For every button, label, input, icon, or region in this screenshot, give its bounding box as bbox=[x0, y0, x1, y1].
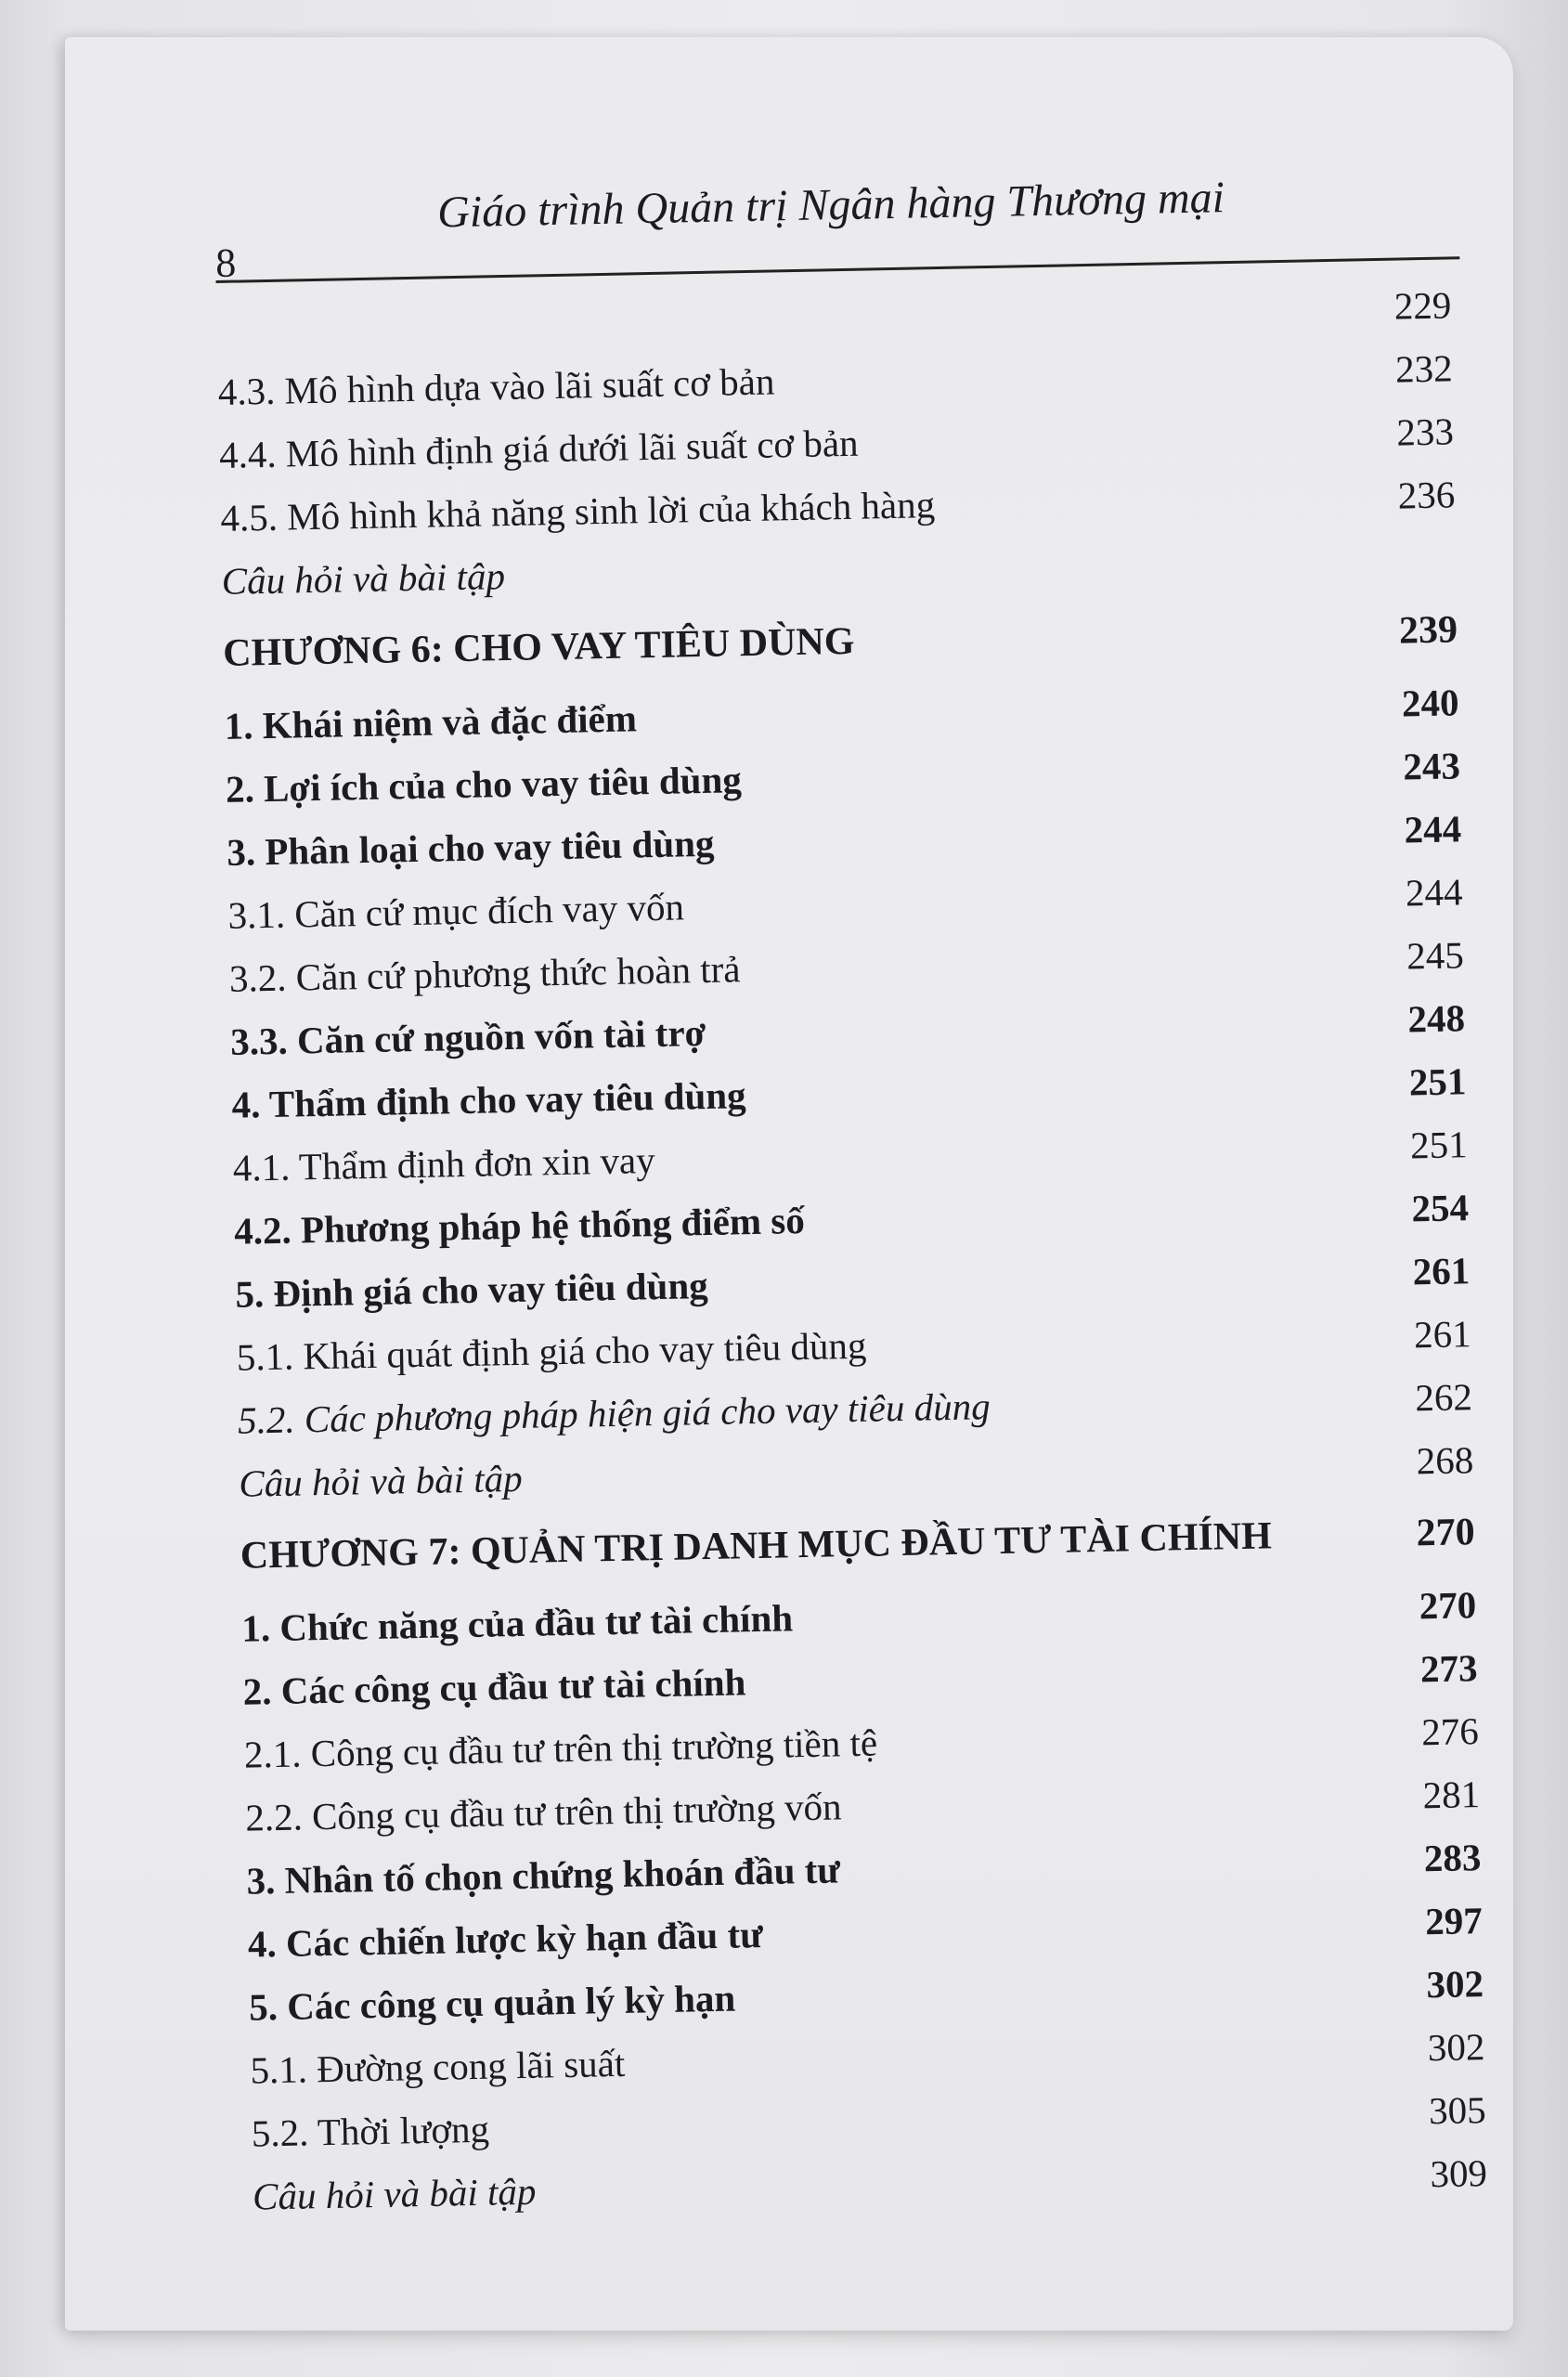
toc-entry-page: 254 bbox=[1411, 1186, 1470, 1230]
toc-entry-title: 5. Định giá cho vay tiêu dùng bbox=[235, 1264, 709, 1316]
toc-entry-page: 245 bbox=[1406, 933, 1465, 978]
toc-entry-title: 2.2. Công cụ đầu tư trên thị trường vốn bbox=[244, 1785, 842, 1839]
toc-entry-title: 3.1. Căn cứ mục đích vay vốn bbox=[227, 885, 685, 937]
toc-entry-title: 5.2. Thời lượng bbox=[251, 2107, 490, 2155]
toc-entry-page: 261 bbox=[1412, 1249, 1471, 1293]
toc-entry-title: 2.1. Công cụ đầu tư trên thị trường tiền tệ bbox=[243, 1721, 878, 1776]
toc-entry-title: 3. Phân loại cho vay tiêu dùng bbox=[226, 821, 715, 874]
toc-entry-page: 302 bbox=[1426, 1962, 1484, 2007]
toc-entry-page: 302 bbox=[1427, 2025, 1485, 2070]
toc-entry-title: 4.3. Mô hình dựa vào lãi suất cơ bản bbox=[217, 359, 775, 413]
toc-entry-page: 229 bbox=[1393, 283, 1452, 328]
toc-entry-title: Câu hỏi và bài tập bbox=[252, 2169, 537, 2218]
toc-entry-page: 239 bbox=[1398, 608, 1458, 653]
toc-entry-title: 4.2. Phương pháp hệ thống điểm số bbox=[233, 1198, 806, 1253]
toc-entry-page: 276 bbox=[1420, 1709, 1480, 1754]
toc-entry-title: 1. Chức năng của đầu tư tài chính bbox=[240, 1596, 794, 1650]
toc-entry-title: Câu hỏi và bài tập bbox=[221, 554, 506, 603]
page-content bbox=[214, 133, 1515, 2218]
toc-entry-page: 283 bbox=[1423, 1836, 1482, 1880]
toc-entry-title: 1. Khái niệm và đặc điểm bbox=[224, 696, 638, 747]
toc-entry-title: 4.1. Thẩm định đơn xin vay bbox=[232, 1138, 656, 1189]
toc-entry-title: Câu hỏi và bài tập bbox=[238, 1456, 524, 1505]
toc-entry-title: 5.1. Đường cong lãi suất bbox=[250, 2041, 626, 2092]
toc-entry-page: 270 bbox=[1416, 1511, 1476, 1555]
running-title: Giáo trình Quản trị Ngân hàng Thương mại bbox=[436, 173, 1225, 238]
page-header bbox=[214, 133, 1515, 286]
table-of-contents bbox=[216, 273, 1488, 2228]
toc-entry-title: CHƯƠNG 6: CHO VAY TIÊU DÙNG bbox=[222, 619, 855, 675]
toc-entry-title: 5.1. Khái quát định giá cho vay tiêu dùng bbox=[236, 1323, 867, 1379]
toc-entry-title: 3.3. Căn cứ nguồn vốn tài trợ bbox=[229, 1010, 706, 1063]
toc-entry-title: 4.4. Mô hình định giá dưới lãi suất cơ bản bbox=[218, 421, 859, 476]
toc-entry-page: 240 bbox=[1401, 681, 1459, 725]
toc-entry-title: 3. Nhân tố chọn chứng khoán đầu tư bbox=[246, 1848, 841, 1903]
toc-entry-title: 4. Các chiến lược kỳ hạn đầu tư bbox=[247, 1912, 764, 1966]
toc-entry-page: 261 bbox=[1413, 1312, 1471, 1357]
toc-entry-title: 4. Thẩm định cho vay tiêu dùng bbox=[231, 1073, 746, 1126]
toc-entry-page: 244 bbox=[1404, 807, 1462, 851]
toc-entry-page: 297 bbox=[1424, 1899, 1484, 1943]
toc-entry-page: 305 bbox=[1428, 2088, 1487, 2133]
toc-entry-page: 248 bbox=[1407, 996, 1466, 1041]
toc-entry-page: 233 bbox=[1395, 409, 1455, 454]
toc-entry-title: 5.2. Các phương pháp hiện giá cho vay tiêu dùng bbox=[237, 1384, 991, 1442]
toc-entry-page: 309 bbox=[1429, 2151, 1488, 2196]
toc-entry-title: 4.5. Mô hình khả năng sinh lời của khách hàng bbox=[220, 483, 936, 539]
toc-entry-page: 244 bbox=[1405, 870, 1463, 915]
toc-entry-title: 2. Các công cụ đầu tư tài chính bbox=[242, 1660, 746, 1713]
toc-entry-page: 281 bbox=[1422, 1773, 1481, 1817]
toc-entry-title: CHƯƠNG 7: QUẢN TRỊ DANH MỤC ĐẦU TƯ TÀI CHÍNH bbox=[240, 1514, 1273, 1578]
toc-entry-title: 3.2. Căn cứ phương thức hoàn trả bbox=[228, 947, 741, 1000]
toc-entry-page: 270 bbox=[1419, 1583, 1477, 1628]
toc-entry-page: 273 bbox=[1419, 1646, 1478, 1691]
toc-entry-page: 236 bbox=[1397, 473, 1456, 517]
toc-entry-page: 251 bbox=[1409, 1123, 1469, 1167]
toc-entry-page: 251 bbox=[1408, 1059, 1467, 1104]
toc-entry-page: 262 bbox=[1414, 1375, 1473, 1420]
toc-entry-page: 232 bbox=[1394, 346, 1454, 391]
toc-entry-title: 5. Các công cụ quản lý kỳ hạn bbox=[248, 1976, 736, 2029]
toc-entry-title: 2. Lợi ích của cho vay tiêu dùng bbox=[225, 758, 743, 811]
book-page bbox=[65, 37, 1513, 2331]
toc-entry-page: 243 bbox=[1402, 744, 1461, 788]
toc-entry-page: 268 bbox=[1416, 1438, 1474, 1483]
page-number: 8 bbox=[214, 240, 237, 286]
